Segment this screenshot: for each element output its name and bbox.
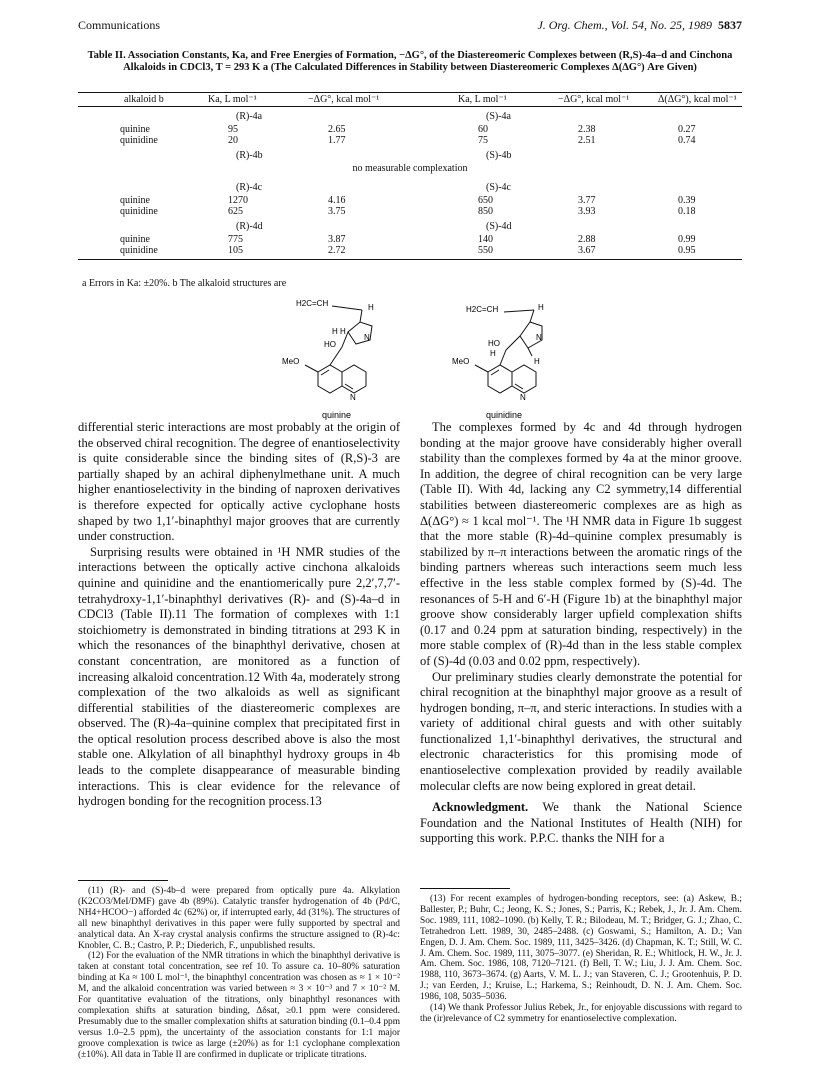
table-cell: quinidine: [120, 206, 158, 217]
empty-cell: [306, 178, 456, 195]
table-cell: 1270: [228, 195, 248, 206]
quinine-n1-label: N: [364, 333, 370, 342]
table-cell: 3.77: [578, 195, 596, 206]
table-cell: 775: [228, 234, 243, 245]
quinine-label: quinine: [322, 410, 352, 420]
right-references: [420, 894, 742, 1025]
table-cell: 2.88: [578, 234, 596, 245]
table-footnote: a Errors in Ka: ±20%. b The alkaloid structures are: [82, 278, 287, 289]
section-name: Communications: [78, 18, 160, 32]
table-cell: quinine: [120, 124, 150, 135]
quinidine-n2-label: N: [520, 393, 526, 402]
empty-cell: [78, 107, 206, 125]
table-cell: 0.95: [656, 245, 742, 260]
table-cell: 0.18: [678, 206, 696, 217]
acknowledgment-text: We thank the National Science Foundation and the National Institutes of Health (NIH) for supporting this work. P.P.C. thanks the NIH for a: [420, 800, 742, 846]
table-cell: 95: [228, 124, 238, 135]
quinidine-ho-label: HO: [488, 339, 500, 348]
table-cell: 0.39: [678, 195, 696, 206]
table-cell: 3.87: [328, 234, 346, 245]
empty-cell: [78, 217, 206, 234]
table-cell: 2.51: [578, 135, 596, 146]
group-label: (R)-4d: [236, 221, 263, 232]
association-table: [78, 92, 742, 260]
header-alkaloid: alkaloid b: [78, 93, 206, 107]
table-cell: 105: [206, 245, 306, 260]
table-cell: 0.74: [678, 135, 696, 146]
table-cell: 650: [478, 195, 493, 206]
page-number: 5837: [718, 18, 742, 32]
table-cell: 4.16: [328, 195, 346, 206]
table-row: [78, 195, 742, 206]
empty-cell: [556, 178, 656, 195]
table-cell: 850: [478, 206, 493, 217]
empty-cell: [306, 107, 456, 125]
quinine-drawing: [260, 292, 390, 422]
group-header-row: [78, 178, 742, 195]
table-cell: 3.75: [328, 206, 346, 217]
group-header-row: [78, 107, 742, 125]
acknowledgment-paragraph: [420, 800, 742, 847]
footnote-rule-right: [420, 888, 510, 889]
group-label: (S)-4d: [486, 221, 512, 232]
quinidine-n1-label: N: [536, 333, 542, 342]
right-column: [420, 420, 742, 847]
reference-14: (14) We thank Professor Julius Rebek, Jr., for enjoyable discussions with regard to the (ir)relevance of C2 symmetry for enantioselective complexation.: [420, 1003, 742, 1024]
table-cell: 140: [478, 234, 493, 245]
quinine-vinyl-label: H2C=CH: [296, 299, 329, 308]
table-caption: Table II. Association Constants, Ka, and Free Energies of Formation, −ΔG°, of the Diastereomeric Complexes between (R,S)-4a–d and Cinchona Alkaloids in CDCl3, T = 293 K a (The Calculated Differences in Stability between Diastereomeric Complexes Δ(ΔG°) Are Given): [87, 50, 733, 73]
reference-13: (13) For recent examples of hydrogen-bonding receptors, see: (a) Askew, B.; Ballester, P.; Buhr, C.; Jeong, K. S.; Jones, S.; Parris, K.; Rebek, J., Jr. J. Am. Chem. Soc. 1989, 111, 1082–1090. (b) Kelly, T. R.; Bilodeau, M. T.; Bridger, G. J.; Zhao, C. Tetrahedron Lett. 1989, 30, 2485–2488. (c) Goswami, S.; Hamilton, A. D.; Van Engen, D. J. Am. Chem. Soc. 1989, 111, 3425–3426. (d) Chapman, K. T.; Still, W. C. J. Am. Chem. Soc. 1989, 111, 3075–3077. (e) Sheridan, R. E.; Whitlock, H. W., Jr. J. Am. Chem. Soc. 1986, 108, 7120–7121. (f) Bell, T. W.; Liu, J. J. Am. Chem. Soc. 1988, 110, 3673–3674. (g) Aarts, V. M. L. J.; van Staveren, C. J.; Grootenhuis, P. D. J.; van Eerden, J.; Kruise, L.; Harkema, S.; Reinhoudt, D. N. J. Am. Chem. Soc. 1986, 108, 5035–5036.: [420, 894, 742, 1003]
group-label: (R)-4c: [236, 182, 263, 193]
table-cell: 2.38: [578, 124, 596, 135]
empty-cell: [556, 217, 656, 234]
empty-cell: [78, 178, 206, 195]
table-row: [78, 135, 742, 146]
header-ddg: Δ(ΔG°), kcal mol⁻¹: [656, 93, 742, 107]
right-paragraph-1: The complexes formed by 4c and 4d through hydrogen bonding at the major groove have considerably higher overall stability than the complexes formed by 4a at the minor groove. In addition, the degree of chiral recognition can be very large (Table II). With 4d, lacking any C2 symmetry,14 differential stabilities between diastereomeric complexes are as high as Δ(ΔG°) ≈ 1 kcal mol⁻¹. The ¹H NMR data in Figure 1b suggest that the more stable (R)-4d–quinine complex presumably is stabilized by π–π interactions between the aromatic rings of the binding partners whereas such interactions seem much less effective in the less stable complex formed by (S)-4d. The resonances of 5-H and 6′-H (Figure 1b) at the binaphthyl major groove show considerably larger upfield complexation shifts (0.17 and 0.24 ppm at saturation binding, respectively) in the more stable complex of (R)-4d than in the less stable complex of (S)-4d (0.03 and 0.02 ppm, respectively).: [420, 420, 742, 668]
quinine-hh-label: H H: [332, 327, 346, 336]
quinidine-structure: [430, 292, 560, 422]
quinidine-meo-label: MeO: [452, 357, 470, 366]
quinine-n2-label: N: [350, 393, 356, 402]
group-header-row: [78, 146, 742, 163]
journal-citation: [537, 18, 742, 33]
left-column: [78, 420, 400, 810]
reference-12: (12) For the evaluation of the NMR titrations in which the binaphthyl derivative is taken at constant total concentration, see ref 10. To assure ca. 10–80% saturation binding at Ka ≈ 100 L mol⁻¹, the binaphthyl concentration was chosen as ≈ 1 × 10⁻² M, and the alkaloid concentration was varied between ≈ 3 × 10⁻³ and 7 × 10⁻² M. For quantitative evaluation of the titrations, only binaphthyl resonances with complexation shifts at saturation binding, Δδsat, ≥0.1 ppm were considered. Presumably due to the smaller complexation shifts at saturation binding (0.1–0.4 ppm versus 1.0–2.5 ppm), the uncertainty of the association constants for 1:1 major groove complexation is twice as large (±20%) as for 1:1 cyclophane complexation (±10%). All data in Table II are confirmed in duplicate or triplicate titrations.: [78, 951, 400, 1060]
header-ka-r: Ka, L mol⁻¹: [206, 93, 306, 107]
table-cell: quinine: [120, 234, 150, 245]
table-cell: quinidine: [78, 245, 206, 260]
group-label: (S)-4c: [486, 182, 511, 193]
table-cell: 2.72: [306, 245, 456, 260]
right-paragraph-2: Our preliminary studies clearly demonstrate the potential for chiral recognition at the binaphthyl major groove as a result of hydrogen bonding, π–π, and steric interactions. In studies with a variety of additional chiral guests and with other suitably functionalized 1,1′-binaphthyl derivatives, the structural and electronic characteristics for this promising mode of enantioselective complexation provided by readily available molecular clefts are now being explored in great detail.: [420, 669, 742, 793]
empty-cell: [306, 217, 456, 234]
table-cell: 0.27: [678, 124, 696, 135]
empty-cell: [656, 217, 742, 234]
quinine-ho-label: HO: [324, 340, 336, 349]
left-paragraph-1: differential steric interactions are most probably at the origin of the observed chiral recognition. The degree of enantioselectivity is quite considerable since the binding sites of (R,S)-3 are partially shaped by an achiral diphenylmethane unit. A much higher enantioselectivity in the binding of naproxen derivatives is therefore expected for optically active cyclophane hosts shaped by two 1,1′-binaphthyl major grooves that are currently under construction.: [78, 420, 400, 544]
table-cell: 75: [478, 135, 488, 146]
empty-cell: [656, 107, 742, 125]
table-row: [78, 206, 742, 217]
table-cell: 1.77: [328, 135, 346, 146]
empty-cell: [556, 107, 656, 125]
empty-cell: [78, 146, 206, 163]
table-cell: 625: [228, 206, 243, 217]
reference-11: (11) (R)- and (S)-4b–d were prepared from optically pure 4a. Alkylation (K2CO3/MeI/DMF) gave 4b (89%). Catalytic transfer hydrogenation of 4b (Pd/C, NH4+HCOO−) afforded 4c (62%) or, if interrupted early, 4d (31%). The structures of all new binaphthyl derivatives in this paper were fully supported by spectral and analytical data. An X-ray crystal analysis confirms the structure assigned to (R)-4c: Knobler, C. B.; Castro, P. P.; Diederich, F., unpublished results.: [78, 886, 400, 951]
table-cell: 60: [478, 124, 488, 135]
empty-cell: [306, 146, 456, 163]
header-dg-s: −ΔG°, kcal mol⁻¹: [556, 93, 656, 107]
table-row: [78, 124, 742, 135]
table-row: [78, 245, 742, 260]
table-cell: 3.67: [556, 245, 656, 260]
empty-cell: [656, 178, 742, 195]
group-label: (S)-4a: [486, 111, 511, 122]
table-cell: 20: [228, 135, 238, 146]
quinidine-h1-label: H: [538, 303, 544, 312]
header-ka-s: Ka, L mol⁻¹: [456, 93, 556, 107]
left-paragraph-2: Surprising results were obtained in ¹H NMR studies of the interactions between the optically active cinchona alkaloids quinine and quinidine and the enantiomerically pure 2,2′,7,7′-tetrahydroxy-1,1′-binaphthyl derivatives (R)- and (S)-4a–d in CDCl3 (Table II).11 The formation of complexes with 1:1 stoichiometry is demonstrated in binding titrations at 293 K in which the resonances of the binaphthyl derivative, chosen at constant concentration, are monitored as a function of increasing alkaloid concentration.12 With 4a, moderately strong complexation of the two alkaloids as well as significant differential stabilities of the diastereomeric complexes are observed. The (R)-4a–quinine complex that precipitated first in the optical resolution process described above is also the most stable one. Alkylation of all binaphthyl hydroxy groups in 4b leads to the complete disappearance of measurable binding interactions. This is clear evidence for the relevance of hydrogen bonding for the recognition process.13: [78, 544, 400, 809]
table-cell: 550: [456, 245, 556, 260]
quinidine-h3-label: H: [534, 357, 540, 366]
quinidine-vinyl-label: H2C=CH: [466, 305, 499, 314]
complexation-note: no measurable complexation: [352, 163, 468, 174]
table-cell: quinidine: [120, 135, 158, 146]
quinine-structure: [260, 292, 390, 422]
footnote-rule-left: [78, 880, 168, 881]
quinine-meo-label: MeO: [282, 357, 300, 366]
running-header: [78, 18, 742, 36]
empty-cell: [656, 146, 742, 163]
header-dg-r: −ΔG°, kcal mol⁻¹: [306, 93, 456, 107]
journal-name: J. Org. Chem.,: [537, 18, 608, 32]
note-row: [78, 163, 742, 178]
journal-volume: Vol. 54, No. 25, 1989: [610, 18, 712, 32]
quinidine-label: quinidine: [486, 410, 523, 420]
empty-cell: [556, 146, 656, 163]
quinidine-drawing: [430, 292, 560, 422]
quinine-h-label: H: [368, 303, 374, 312]
group-label: (R)-4b: [236, 150, 263, 161]
table-cell: 2.65: [328, 124, 346, 135]
table-cell: 3.93: [578, 206, 596, 217]
acknowledgment-title: Acknowledgment.: [432, 800, 529, 815]
table-row: [78, 234, 742, 245]
left-references: [78, 886, 400, 1061]
group-label: (S)-4b: [486, 150, 512, 161]
quinidine-h2-label: H: [490, 349, 496, 358]
group-header-row: [78, 217, 742, 234]
table-header-row: [78, 93, 742, 107]
group-label: (R)-4a: [236, 111, 263, 122]
table-cell: quinine: [120, 195, 150, 206]
table-cell: 0.99: [678, 234, 696, 245]
